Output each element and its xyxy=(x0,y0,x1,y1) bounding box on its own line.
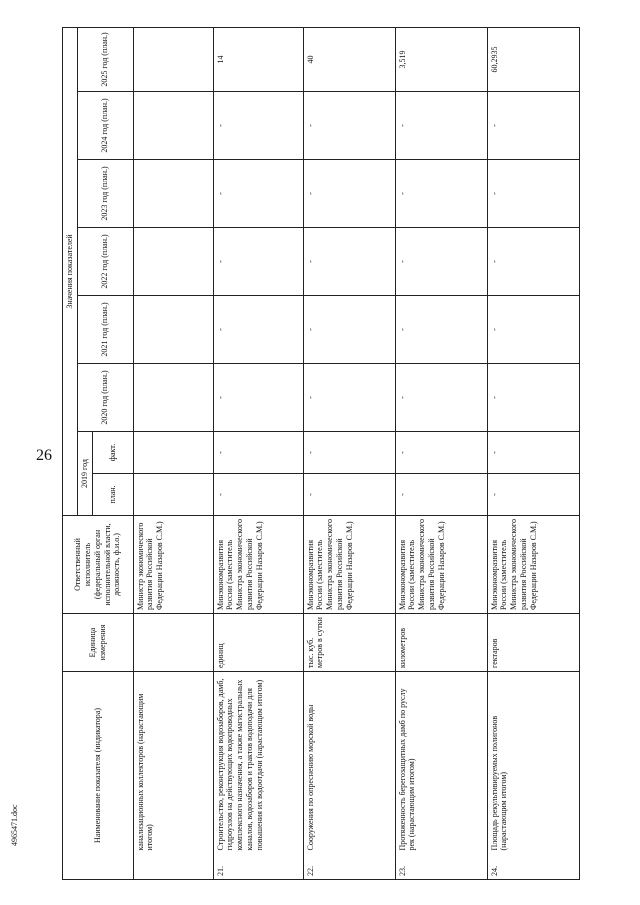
value-2022-cell: - xyxy=(303,227,395,295)
responsible-cell: Минэкономразвития России (заместитель Министра экономического развития Российской Федерации Назаров С.М.) xyxy=(395,515,487,613)
indicator-name: Площадь рекультивируемых полигонов (нарастающим итогом) xyxy=(487,671,579,853)
plan-2019-cell: - xyxy=(487,473,579,515)
value-2024-cell: - xyxy=(487,91,579,159)
value-2020-cell: - xyxy=(213,363,303,431)
header-2022: 2022 год (план.) xyxy=(77,227,133,295)
value-2025-cell: 40 xyxy=(303,27,395,91)
header-plan: план. xyxy=(92,473,133,515)
value-2022-cell: - xyxy=(487,227,579,295)
plan-2019-cell: - xyxy=(303,473,395,515)
fact-2019-cell: - xyxy=(213,431,303,473)
indicator-name: Строительство, реконструкция водозаборов, дамб, гидроузлов на действующих водопроводных комплексного назначения, а также магистральных каналов, водозаборов и трактов водоподачи для повышения их водоотдачи (нарастающим итогом) xyxy=(213,671,303,853)
responsible-cell: Минэкономразвития России (заместитель Министра экономического развития Российской Федерации Назаров С.М.) xyxy=(303,515,395,613)
fact-2019-cell: - xyxy=(487,431,579,473)
value-2023-cell: - xyxy=(213,159,303,227)
unit-cell: тыс. куб. метров в сутки xyxy=(303,613,395,671)
plan-2019-cell: - xyxy=(395,473,487,515)
page-number: 26 xyxy=(36,447,52,464)
responsible-cell: Министр экономического развития Российской Федерации Назаров С.М.) xyxy=(133,515,213,613)
header-2024: 2024 год (план.) xyxy=(77,91,133,159)
value-2023-cell: - xyxy=(303,159,395,227)
value-2024-cell: - xyxy=(395,91,487,159)
header-year-2019: 2019 год xyxy=(77,431,92,515)
value-2021-cell: - xyxy=(487,295,579,363)
fact-2019-cell: - xyxy=(303,431,395,473)
value-2020-cell: - xyxy=(487,363,579,431)
responsible-cell: Минэкономразвития России (заместитель Министра экономического развития Российской Федерации Назаров С.М.) xyxy=(487,515,579,613)
value-2021-cell: - xyxy=(395,295,487,363)
header-2021: 2021 год (план.) xyxy=(77,295,133,363)
value-2021-cell: - xyxy=(213,295,303,363)
unit-cell: километров xyxy=(395,613,487,671)
header-2025: 2025 год (план.) xyxy=(77,27,133,91)
header-2020: 2020 год (план.) xyxy=(77,363,133,431)
table-row xyxy=(213,27,303,879)
unit-cell: гектаров xyxy=(487,613,579,671)
unit-cell xyxy=(133,613,213,671)
value-2021-cell: - xyxy=(303,295,395,363)
indicator-name: Сооружения по опреснению морской воды xyxy=(303,671,395,853)
row-number: 24. xyxy=(487,854,579,880)
value-2023-cell: - xyxy=(487,159,579,227)
plan-2019-cell xyxy=(133,473,213,515)
table-row xyxy=(395,27,487,879)
value-2021-cell xyxy=(133,295,213,363)
header-values-group: Значения показателей xyxy=(63,27,78,515)
value-2020-cell: - xyxy=(395,363,487,431)
value-2020-cell xyxy=(133,363,213,431)
header-fact: факт. xyxy=(92,431,133,473)
row-number xyxy=(133,854,213,880)
table-row xyxy=(303,27,395,879)
row-number: 23. xyxy=(395,854,487,880)
table-row xyxy=(133,27,213,879)
value-2023-cell xyxy=(133,159,213,227)
row-number: 21. xyxy=(213,854,303,880)
value-2020-cell: - xyxy=(303,363,395,431)
indicator-name: Протяженность берегозащитных дамб по руслу рек (нарастающим итогом) xyxy=(395,671,487,853)
unit-cell: единиц xyxy=(213,613,303,671)
indicators-table xyxy=(62,27,580,880)
value-2025-cell xyxy=(133,27,213,91)
table-row xyxy=(487,27,579,879)
header-name: Наименование показателя (индикатора) xyxy=(63,671,134,879)
value-2024-cell xyxy=(133,91,213,159)
rotated-table-sheet xyxy=(62,28,602,880)
value-2024-cell: - xyxy=(213,91,303,159)
value-2024-cell: - xyxy=(303,91,395,159)
plan-2019-cell: - xyxy=(213,473,303,515)
value-2025-cell: 3,519 xyxy=(395,27,487,91)
value-2022-cell: - xyxy=(395,227,487,295)
document-code: 4965471.doc xyxy=(10,804,19,846)
value-2022-cell: - xyxy=(213,227,303,295)
value-2023-cell: - xyxy=(395,159,487,227)
value-2022-cell xyxy=(133,227,213,295)
row-number: 22. xyxy=(303,854,395,880)
responsible-cell: Минэкономразвития России (заместитель Министра экономического развития Российской Федерации Назаров С.М.) xyxy=(213,515,303,613)
header-row-1 xyxy=(63,27,78,879)
value-2025-cell: 60,2935 xyxy=(487,27,579,91)
header-responsible: Ответственный исполнитель (федеральный орган исполнительной власти, должность, ф.и.о.) xyxy=(63,515,134,613)
header-2023: 2023 год (план.) xyxy=(77,159,133,227)
fact-2019-cell xyxy=(133,431,213,473)
value-2025-cell: 14 xyxy=(213,27,303,91)
fact-2019-cell: - xyxy=(395,431,487,473)
indicator-name: канализационных коллекторов (нарастающим итогом) xyxy=(133,671,213,853)
header-unit: Единица измерения xyxy=(63,613,134,671)
